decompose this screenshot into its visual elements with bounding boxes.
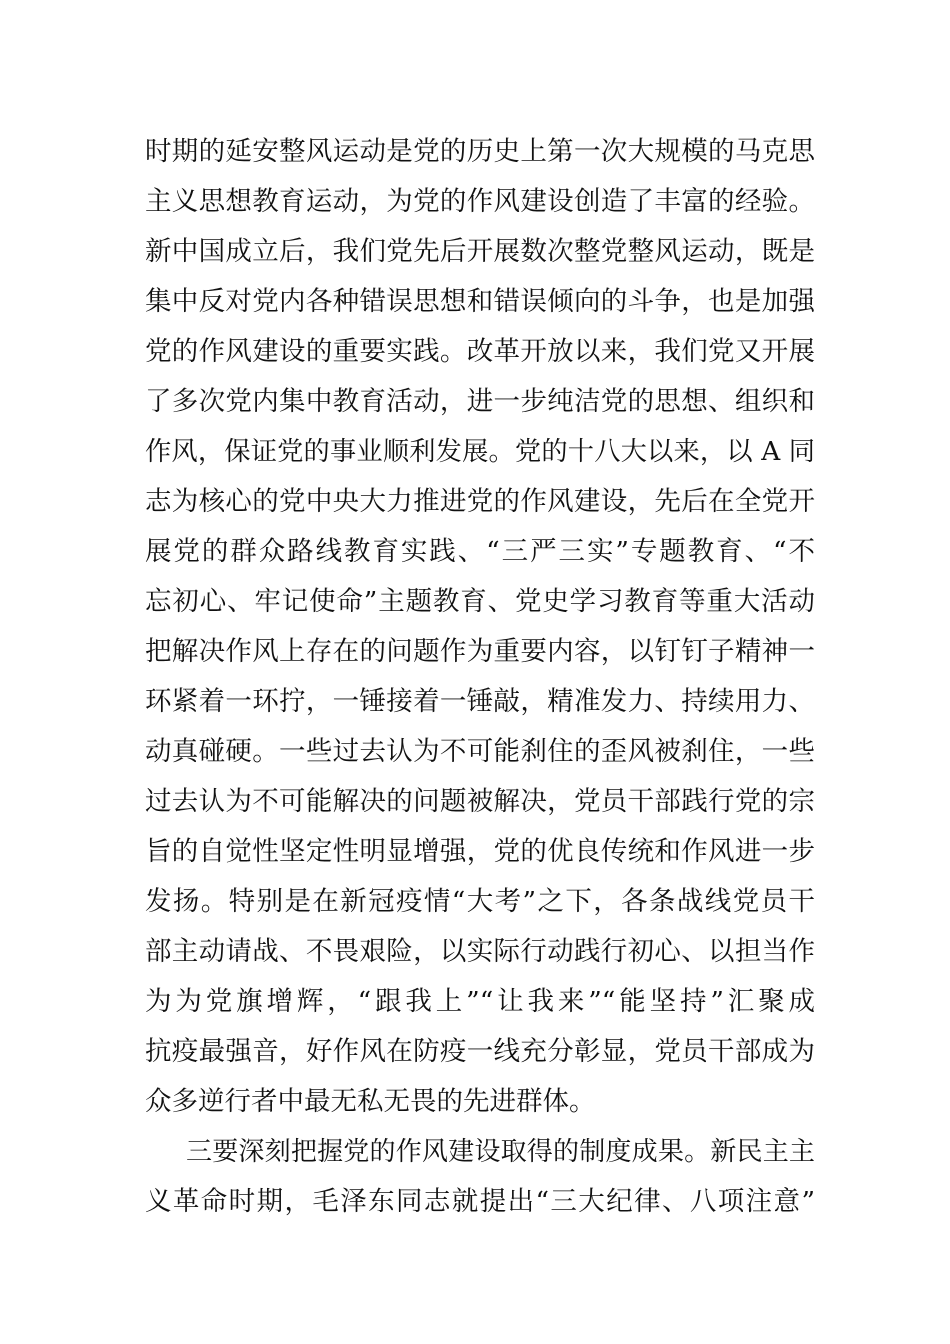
text-line: 发扬。特别是在新冠疫情“大考”之下，各条战线党员干 [145, 886, 815, 917]
text-line: 忘初心、牢记使命”主题教育、党史学习教育等重大活动 [145, 586, 815, 617]
text-line: 主义思想教育运动，为党的作风建设创造了丰富的经验。 [145, 186, 815, 217]
text-line: 把解决作风上存在的问题作为重要内容，以钉钉子精神一 [145, 636, 815, 667]
text-line: 旨的自觉性坚定性明显增强，党的优良传统和作风进一步 [145, 836, 815, 867]
text-line: 了多次党内集中教育活动，进一步纯洁党的思想、组织和 [145, 386, 815, 417]
text-line: 志为核心的党中央大力推进党的作风建设，先后在全党开 [145, 486, 815, 517]
text-line: 集中反对党内各种错误思想和错误倾向的斗争，也是加强 [145, 286, 815, 317]
text-line: 抗疫最强音，好作风在防疫一线充分彰显，党员干部成为 [145, 1036, 815, 1067]
body-text [145, 127, 815, 1227]
text-line: 展党的群众路线教育实践、“三严三实”专题教育、“不 [145, 536, 815, 567]
text-line: 为为党旗增辉，“跟我上”“让我来”“能坚持”汇聚成 [145, 986, 815, 1017]
text-line: 部主动请战、不畏艰险，以实际行动践行初心、以担当作 [145, 936, 815, 967]
text-line: 三要深刻把握党的作风建设取得的制度成果。新民主主 [186, 1137, 815, 1167]
text-line: 动真碰硬。一些过去认为不可能刹住的歪风被刹住，一些 [145, 736, 815, 767]
text-line: 环紧着一环拧，一锤接着一锤敲，精准发力、持续用力、 [145, 686, 815, 717]
text-line: 众多逆行者中最无私无畏的先进群体。 [145, 1086, 596, 1117]
text-line: 时期的延安整风运动是党的历史上第一次大规模的马克思 [145, 136, 815, 167]
text-line: 作风，保证党的事业顺利发展。党的十八大以来，以 A 同 [145, 437, 815, 467]
text-line: 新中国成立后，我们党先后开展数次整党整风运动，既是 [145, 236, 815, 267]
text-line: 义革命时期，毛泽东同志就提出“三大纪律、八项注意” [145, 1186, 815, 1217]
paragraph-2 [145, 1127, 815, 1227]
text-line: 党的作风建设的重要实践。改革开放以来，我们党又开展 [145, 336, 815, 367]
paragraph-1 [145, 127, 815, 1127]
text-line: 过去认为不可能解决的问题被解决，党员干部践行党的宗 [145, 786, 815, 817]
